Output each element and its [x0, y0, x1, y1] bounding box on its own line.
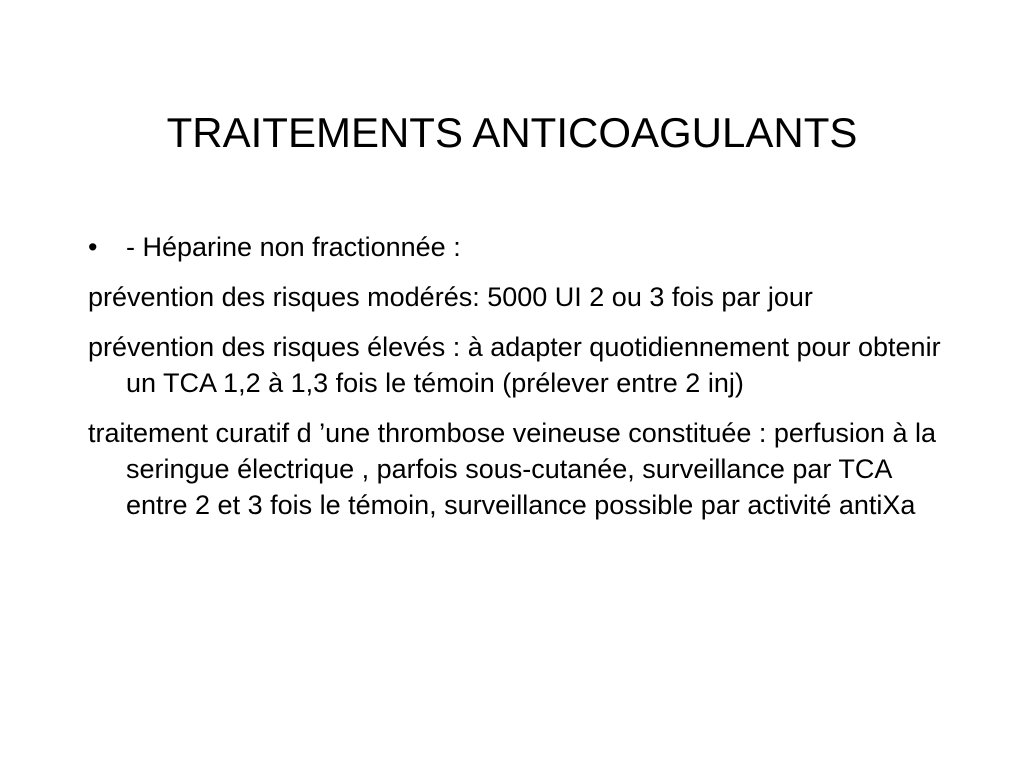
paragraph-moderate-risk: prévention des risques modérés: 5000 UI 2 ou 3 fois par jour — [88, 282, 813, 312]
bullet-heparin-text: - Héparine non fractionnée : — [126, 232, 461, 262]
paragraph-curative-treatment: traitement curatif d ’une thrombose veineuse constituée : perfusion à la seringue électrique , parfois sous-cutanée, surveillance par TCA entre 2 et 3 fois le témoin, surveillance possible par activité antiXa — [88, 418, 936, 520]
slide-title: TRAITEMENTS ANTICOAGULANTS — [166, 109, 858, 156]
bullet-dot-icon: • — [88, 232, 98, 262]
paragraph-high-risk: prévention des risques élevés : à adapter quotidiennement pour obtenir un TCA 1,2 à 1,3 fois le témoin (prélever entre 2 inj) — [88, 332, 941, 398]
slide-body — [88, 229, 948, 537]
bullet-heparin — [88, 229, 948, 265]
